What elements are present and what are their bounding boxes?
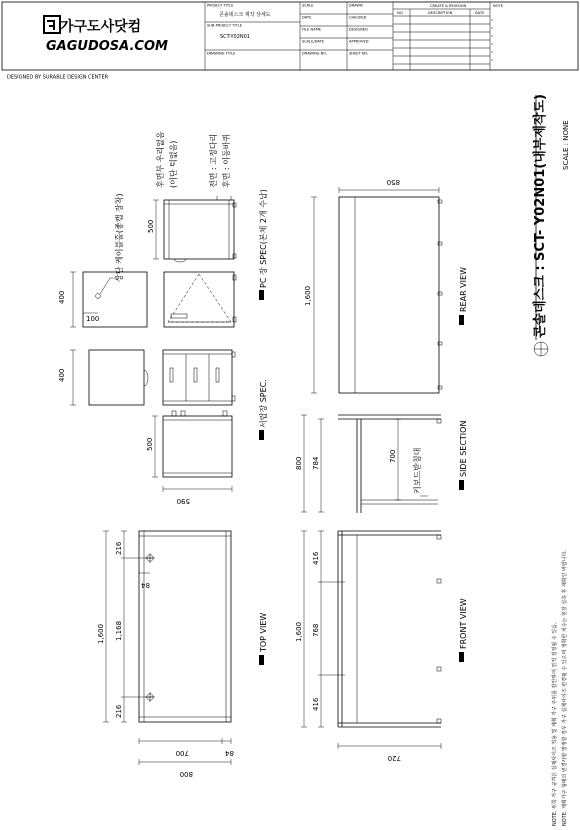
sheet-title: 콘솔데스크 : SCT- Y02N01(내부제작도) — [533, 94, 548, 338]
dim-top-84b: 84 — [225, 749, 234, 757]
sub-project-title-label: SUB-PROJECT TITLE — [207, 23, 243, 28]
project-title-label: PROJECT TITLE — [207, 3, 234, 8]
top-view-drawing — [139, 531, 231, 722]
dim-cab-width: 590 — [176, 497, 190, 505]
rear-view-drawing — [339, 197, 442, 393]
side-section-dims — [295, 415, 428, 512]
wheel-note-2: 후면 : 이동바퀴 — [222, 133, 231, 188]
front-view-drawing — [338, 531, 441, 727]
drawer-cabinet-top — [89, 350, 235, 405]
checked-label: CHECKED — [349, 15, 367, 20]
date-label: DATE — [302, 15, 312, 20]
revision-description-header: DESCRIPTION — [428, 11, 453, 15]
scale-date-label: SCALE/DATE — [302, 39, 325, 44]
designed-by: DESIGNED BY SURABLE DESIGN CENTER — [7, 74, 109, 81]
dim-front-416b: 416 — [312, 697, 320, 711]
dim-front-720: 720 — [387, 754, 401, 762]
company-logo — [44, 16, 168, 54]
pc-cabinet-front — [83, 272, 236, 327]
dim-rear-1600: 1,600 — [304, 285, 312, 306]
rear-view-dims — [304, 178, 439, 393]
pc-cabinet-front-dims — [58, 272, 118, 327]
front-view-title: FRONT VIEW — [459, 598, 468, 649]
pc-cabinet-side — [164, 196, 236, 262]
note-lines — [491, 20, 493, 60]
dim-side-784: 784 — [312, 456, 320, 470]
dim-rear-850: 850 — [386, 178, 400, 186]
dim-side-800: 800 — [295, 456, 303, 470]
dim-pc-depth: 500 — [147, 219, 155, 233]
title-block — [2, 2, 578, 70]
project-title: 콘솔데스크 제작 상세도 — [219, 12, 271, 18]
dim-front-1600: 1,600 — [295, 621, 303, 642]
rear-view-title: REAR VIEW — [459, 267, 468, 312]
dim-cab-depth: 500 — [146, 437, 154, 451]
pc-spec-title: PC 장 SPEC(본체 2개 수납) — [259, 189, 268, 288]
note-header: NOTE — [493, 4, 503, 8]
rear-note-2: (이단 턱없음) — [169, 140, 178, 188]
revision-header: CREATE & REVISION — [430, 4, 467, 8]
dim-cab-top-width: 400 — [58, 368, 66, 382]
dim-top-length: 1,600 — [97, 623, 105, 644]
pc-cabinet-side-dim — [147, 200, 159, 259]
top-view-label — [259, 613, 268, 665]
drawer-cabinet-dims — [146, 416, 232, 505]
notes — [551, 550, 568, 826]
drawer-cabinet-side — [163, 411, 232, 477]
side-section-drawing — [338, 415, 441, 513]
sheet-no-label: SHEET NO. — [349, 51, 369, 56]
cabinet-spec-label — [258, 379, 268, 440]
side-section-title: SIDE SECTION — [459, 420, 468, 477]
drawing-no-label: DRAWING NO. — [302, 51, 328, 56]
rear-note-1: 후면부 우리없음 — [156, 131, 165, 188]
dim-front-768: 768 — [312, 623, 320, 637]
sub-project-title: SCT-Y02N01 — [220, 34, 250, 40]
rear-view-label — [459, 267, 468, 325]
cabinet-spec-title: 서랍장 SPEC. — [259, 379, 268, 428]
dim-top-800: 800 — [179, 770, 193, 778]
sheet-title-block — [532, 94, 570, 356]
dim-top-216a: 216 — [115, 541, 123, 555]
side-section-label — [459, 421, 468, 490]
dim-pc-hole: 100 — [86, 315, 100, 323]
scale-label: SCALE — [302, 3, 314, 8]
approved-label: APPROVED — [349, 39, 369, 44]
drawing-title-label: DRAWING TITLE — [207, 51, 236, 56]
revision-date-header: DATE — [475, 11, 485, 15]
dim-pc-top-width: 400 — [58, 290, 66, 304]
file-name-label: FILE NAME — [302, 27, 322, 32]
front-view-label — [459, 598, 468, 662]
cable-hole-note: 상단 케이블홀(좋캡 장착) — [115, 193, 124, 282]
dim-side-700: 700 — [389, 449, 397, 463]
logo-korean: 가구도사닷컴 — [60, 19, 142, 35]
revision-no-header: NO. — [397, 11, 404, 15]
designed-label: DESIGNED — [349, 27, 368, 32]
dim-top-700: 700 — [175, 749, 189, 757]
note-1: NOTE. 위쪽 가구 규격은 실제사이즈 적용 및 계획 가구 주위를 감안하여 면적 설정될 수 있음. — [552, 622, 558, 826]
pc-spec-label — [258, 189, 268, 300]
wheel-note-1: 전면 : 고정다리 — [209, 133, 218, 188]
dim-front-416a: 416 — [312, 551, 320, 565]
logo-english: GAGUDOSA.COM — [46, 39, 168, 54]
top-view-title: TOP VIEW — [259, 612, 268, 652]
dim-top-216b: 216 — [115, 704, 123, 718]
drawer-cabinet-top-dim — [58, 350, 76, 405]
dim-top-84a: 84 — [141, 581, 150, 589]
dim-top-1168: 1,168 — [115, 620, 123, 641]
scale-text: SCALE : NONE — [562, 120, 570, 170]
note-2: NOTE. 계획가구 형태의 변경사항 발생할 경우 가구 실제사이즈 변경될 수 있으며 정확한 치수는 현장 실측 후 재확인 바랍니다. — [562, 550, 568, 826]
keyboard-tray-note: 키보드받침대 — [413, 447, 422, 494]
drawn-label: DRAWN — [349, 3, 363, 8]
top-view-dims — [97, 531, 234, 778]
